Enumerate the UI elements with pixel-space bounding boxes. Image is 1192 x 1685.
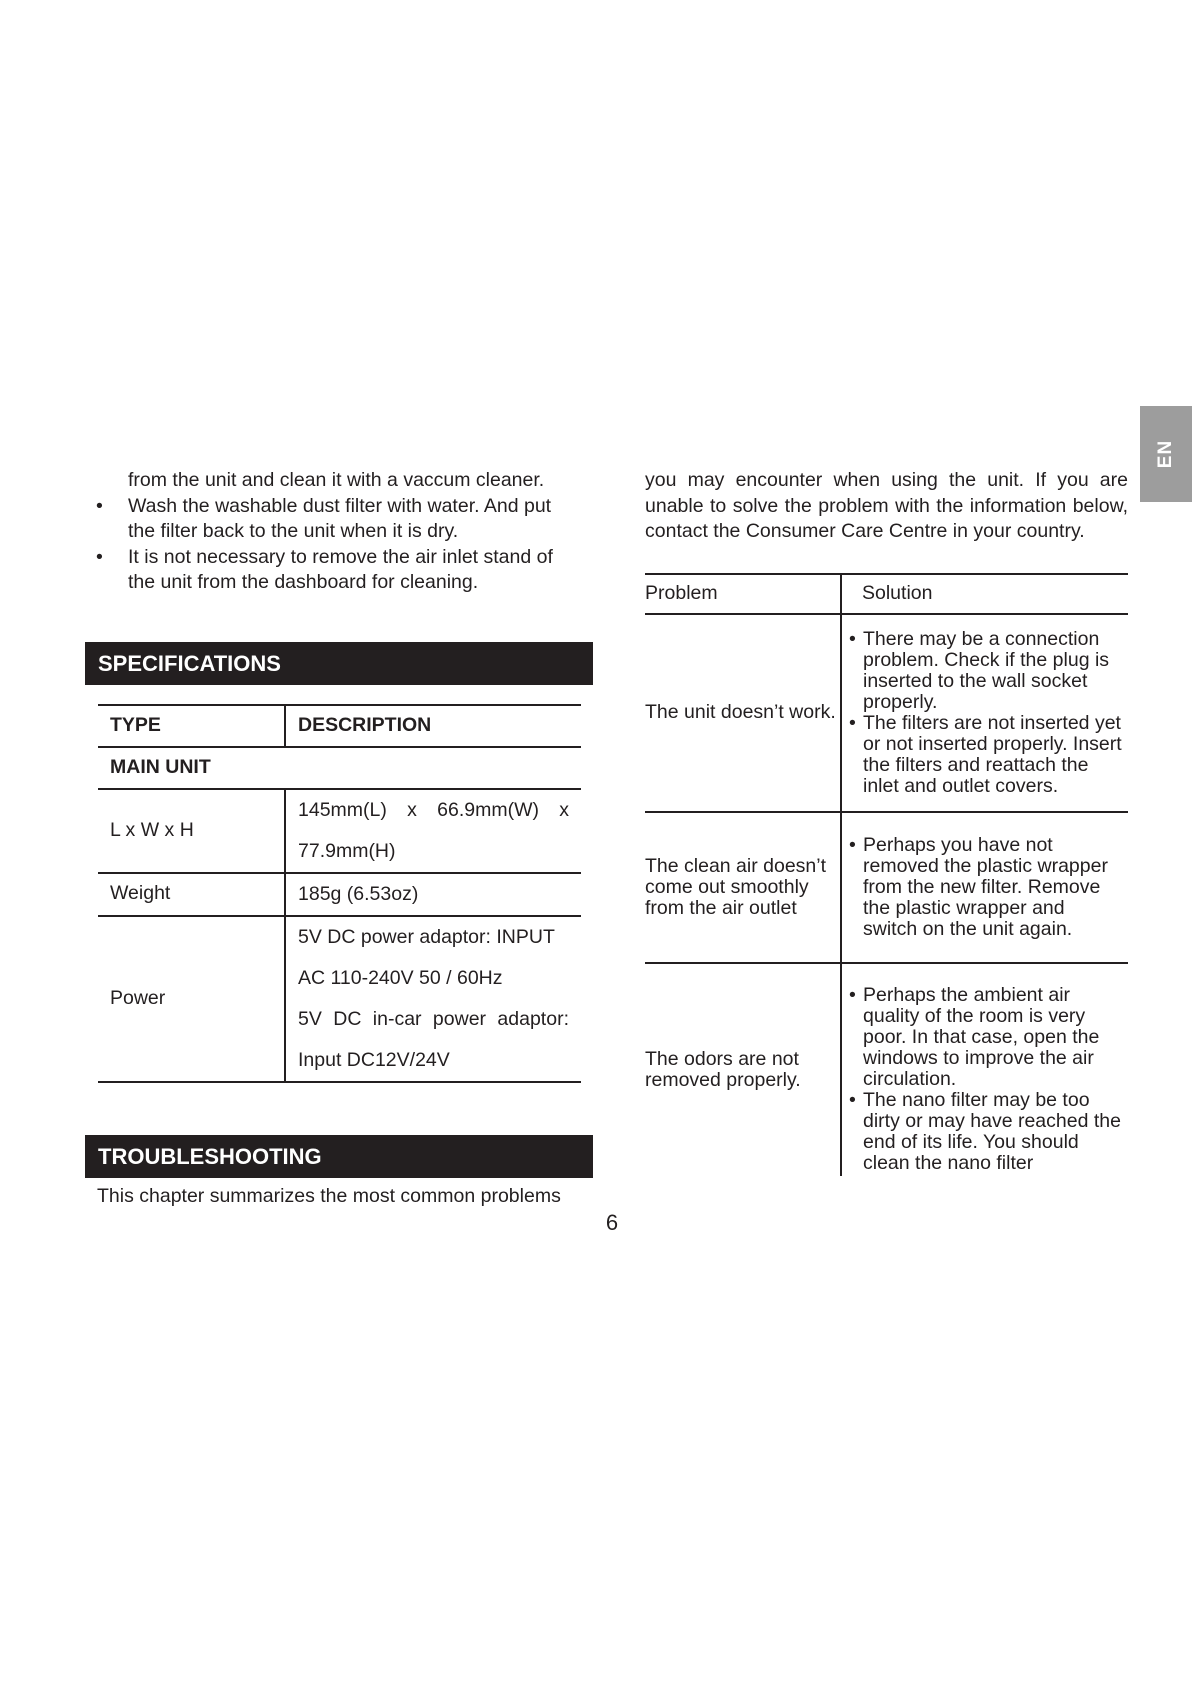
troubleshooting-intro-continued: you may encounter when using the unit. If you are unable to solve the problem with the information below, contact the Consumer Care Centre in your country. <box>645 469 1128 542</box>
spec-type-cell: Weight <box>98 873 285 916</box>
solution-column-header: Solution <box>841 574 1128 614</box>
solution-list <box>849 629 1124 797</box>
spec-type-cell: L x W x H <box>98 789 285 873</box>
main-unit-label: MAIN UNIT <box>98 747 581 789</box>
list-item: • The filters are not inserted yet or not inserted properly. Insert the filters and reattach the inlet and outlet covers. <box>849 711 1122 797</box>
list-item: • Perhaps the ambient air quality of the room is very poor. In that case, open the windows to improve the air circulation. <box>849 983 1100 1090</box>
table-row <box>98 789 581 873</box>
left-column <box>85 468 593 1209</box>
solution-cell <box>841 812 1128 963</box>
language-tab-label: EN <box>1155 439 1176 469</box>
list-item: • Perhaps you have not removed the plastic wrapper from the new filter. Remove the plastic wrapper and switch on the unit again. <box>849 833 1108 940</box>
bullet-icon: • <box>849 983 856 1006</box>
description-column-header: DESCRIPTION <box>285 705 581 747</box>
table-row <box>645 963 1128 1176</box>
problem-column-header: Problem <box>645 574 841 614</box>
list-item: • Wash the washable dust filter with water. And put the filter back to the unit when it is dry. <box>96 494 552 542</box>
table-header-row <box>98 705 581 747</box>
type-column-header: TYPE <box>98 705 285 747</box>
bullet-icon: • <box>96 545 103 568</box>
solution-list <box>849 965 1124 1175</box>
solution-cell <box>841 963 1128 1176</box>
spec-description-cell: 5V DC power adaptor: INPUT AC 110-240V 50 / 60Hz 5V DC in-car power adaptor: Input DC12V/24V <box>285 916 581 1082</box>
language-tab <box>1140 406 1192 502</box>
list-item: • It is not necessary to remove the air inlet stand of the unit from the dashboard for cleaning. <box>96 545 553 593</box>
list-item: • There may be a connection problem. Check if the plug is inserted to the wall socket properly. <box>849 627 1110 713</box>
troubleshooting-intro: This chapter summarizes the most common problems <box>97 1184 561 1207</box>
cleaning-bullet-list <box>85 494 593 596</box>
solution-list <box>849 835 1124 940</box>
problem-cell: The clean air doesn’t come out smoothly from the air outlet <box>645 812 841 963</box>
problem-cell: The odors are not removed properly. <box>645 963 841 1176</box>
spec-description-cell: 145mm(L) x 66.9mm(W) x 77.9mm(H) <box>285 789 581 873</box>
table-row <box>645 812 1128 963</box>
page-number: 6 <box>605 1210 619 1235</box>
right-column <box>645 468 1128 1176</box>
specifications-table <box>98 704 581 1083</box>
table-row <box>98 916 581 1082</box>
spec-description-cell: 185g (6.53oz) <box>285 873 581 916</box>
table-row <box>645 614 1128 812</box>
table-row <box>98 873 581 916</box>
bullet-icon: • <box>96 494 103 517</box>
bullet-icon: • <box>849 627 856 650</box>
main-unit-row <box>98 747 581 789</box>
bullet-icon: • <box>849 711 856 734</box>
specifications-heading: SPECIFICATIONS <box>85 642 593 685</box>
problem-cell: The unit doesn’t work. <box>645 614 841 812</box>
spec-type-cell: Power <box>98 916 285 1082</box>
bullet-icon: • <box>849 1088 856 1111</box>
list-item: • The nano filter may be too dirty or may have reached the end of its life. You should clean the nano filter <box>849 1088 1121 1174</box>
continued-text: from the unit and clean it with a vaccum cleaner. <box>128 469 545 491</box>
troubleshooting-heading: TROUBLESHOOTING <box>85 1135 593 1178</box>
table-header-row <box>645 574 1128 614</box>
troubleshooting-table <box>645 573 1128 1176</box>
solution-cell <box>841 614 1128 812</box>
bullet-icon: • <box>849 833 856 856</box>
